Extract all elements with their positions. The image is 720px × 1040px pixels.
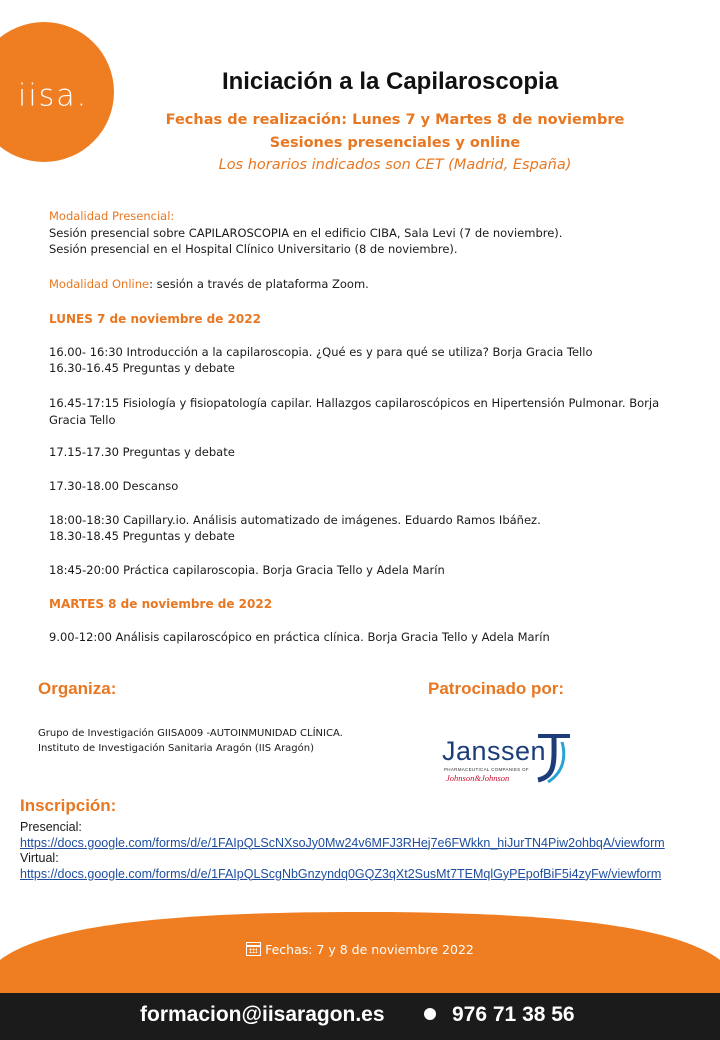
modalidad-presencial-section	[49, 208, 669, 258]
contact-phone[interactable]: 976 71 38 56	[452, 1003, 575, 1026]
martes-item: 9.00-12:00 Análisis capilaroscópico en práctica clínica. Borja Gracia Tello y Adela Marín	[49, 630, 550, 644]
fechas-footer	[0, 942, 720, 957]
modalidad-online-section	[49, 276, 669, 293]
inscripcion-heading: Inscripción:	[20, 796, 117, 815]
iisa-logo: iisa.	[18, 78, 89, 114]
lunes-item: 17.30-18.00 Descanso	[49, 479, 179, 493]
janssen-mark-icon	[532, 732, 574, 784]
lunes-item: 16.00- 16:30 Introducción a la capilaroscopia. ¿Qué es y para qué se utiliza? Borja Gracia Tello	[49, 345, 593, 359]
modalidad-online-text: : sesión a través de plataforma Zoom.	[149, 277, 369, 291]
inscripcion-section	[20, 820, 710, 882]
johnson-johnson-wordmark: Johnson&Johnson	[446, 773, 510, 783]
patrocinado-heading: Patrocinado por:	[428, 679, 565, 698]
organiza-heading: Organiza:	[38, 679, 117, 698]
lunes-item: 18:45-20:00 Práctica capilaroscopia. Borja Gracia Tello y Adela Marín	[49, 563, 445, 577]
modalidad-online-label: Modalidad Online	[49, 277, 150, 291]
calendar-icon	[246, 942, 261, 956]
lunes-item: 18:00-18:30 Capillary.io. Análisis automatizado de imágenes. Eduardo Ramos Ibáñez.	[49, 513, 541, 527]
sessions-subtitle: Sesiones presenciales y online	[269, 135, 521, 151]
martes-heading: MARTES 8 de noviembre de 2022	[49, 597, 273, 611]
presencial-label: Presencial:	[20, 820, 82, 834]
modalidad-presencial-line1: Sesión presencial sobre CAPILAROSCOPIA en el edificio CIBA, Sala Levi (7 de noviembre).	[49, 225, 563, 240]
contact-footer	[0, 993, 720, 1040]
page-title: Iniciación a la Capilaroscopia	[221, 68, 559, 95]
lunes-heading: LUNES 7 de noviembre de 2022	[49, 312, 261, 326]
contact-email[interactable]: formacion@iisaragon.es	[140, 1003, 385, 1026]
lunes-item: 16.30-16.45 Preguntas y debate	[49, 361, 235, 375]
fechas-footer-text: Fechas: 7 y 8 de noviembre 2022	[265, 942, 474, 957]
lunes-item: 17.15-17.30 Preguntas y debate	[49, 445, 235, 459]
janssen-logo	[420, 718, 585, 790]
lunes-item: 16.45-17:15 Fisiología y fisiopatología capilar. Hallazgos capilaroscópicos en Hipertensión Pulmonar. Borja Gracia Tello	[49, 396, 660, 427]
lunes-item: 18.30-18.45 Preguntas y debate	[49, 529, 235, 543]
virtual-form-link[interactable]: https://docs.google.com/forms/d/e/1FAIpQLScgNbGnzyndq0GQZ3qXt2SusMt7TEMqlGyPEpofBiF5i4zyFw/viewform	[20, 866, 662, 881]
timezone-note: Los horarios indicados son CET (Madrid, España)	[218, 157, 572, 173]
janssen-wordmark: Janssen	[442, 736, 547, 766]
bullet-icon	[424, 1008, 436, 1020]
modalidad-presencial-line2: Sesión presencial en el Hospital Clínico Universitario (8 de noviembre).	[49, 242, 458, 256]
virtual-label: Virtual:	[20, 851, 59, 865]
organiza-text: Grupo de Investigación GIISA009 -AUTOINMUNIDAD CLÍNICA. Instituto de Investigación Sanitaria Aragón (IIS Aragón)	[38, 728, 343, 754]
dates-subtitle: Fechas de realización: Lunes 7 y Martes 8 de noviembre	[165, 112, 625, 128]
presencial-form-link[interactable]: https://docs.google.com/forms/d/e/1FAIpQLScNXsoJy0Mw24v6MFJ3RHej7e6FWkkn_hiJurTN4Piw2ohbqA/viewform	[20, 835, 665, 850]
janssen-tagline: PHARMACEUTICAL COMPANIES OF	[444, 767, 529, 772]
modalidad-presencial-label: Modalidad Presencial:	[49, 209, 175, 223]
